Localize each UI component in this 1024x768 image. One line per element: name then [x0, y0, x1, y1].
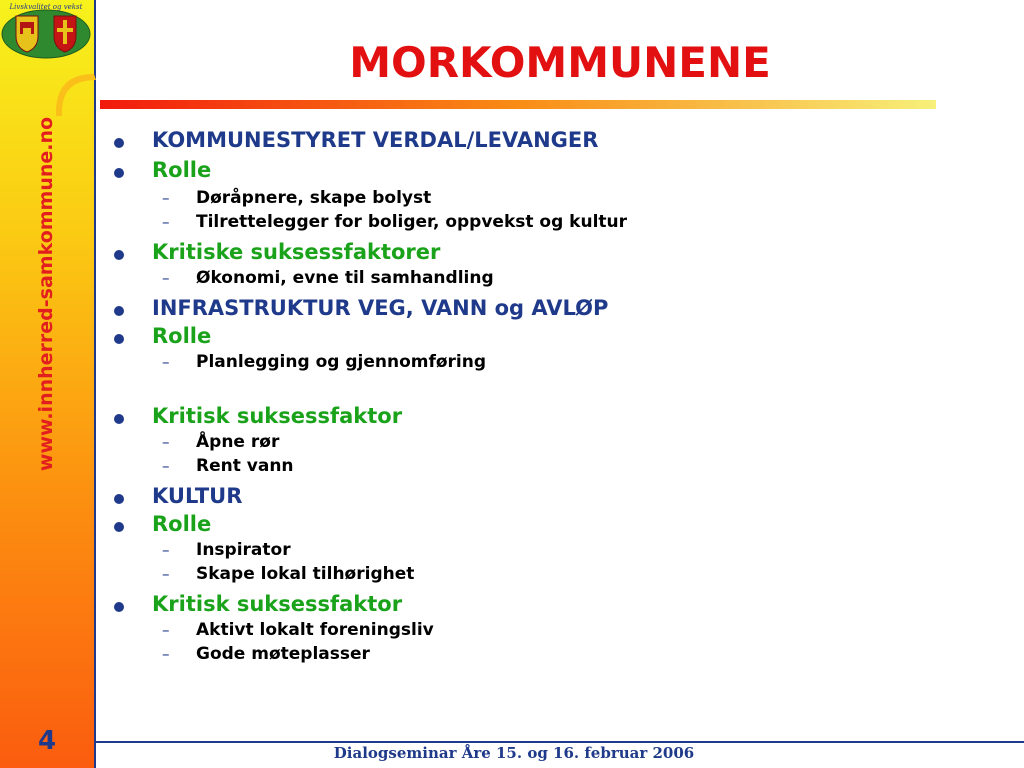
bullet-text: Rolle — [152, 512, 212, 536]
sub-bullet-text: Gode møteplasser — [196, 644, 370, 664]
dash-icon: – — [162, 269, 170, 287]
dash-icon: – — [162, 645, 170, 663]
sub-bullet-text: Døråpnere, skape bolyst — [196, 188, 432, 208]
slide-title: MORKOMMUNENE — [349, 38, 771, 87]
sub-bullet-text: Skape lokal tilhørighet — [196, 564, 415, 584]
dash-icon: – — [162, 621, 170, 639]
sub-bullet-text: Planlegging og gjennomføring — [196, 352, 487, 372]
bullet-text: Kritiske suksessfaktorer — [152, 240, 441, 264]
sub-bullet-text: Aktivt lokalt foreningsliv — [196, 620, 434, 640]
dash-icon: – — [162, 189, 170, 207]
dash-icon: – — [162, 213, 170, 231]
bullet-dot-icon — [114, 250, 124, 260]
page-number: 4 — [37, 726, 57, 756]
bullet-text: INFRASTRUKTUR VEG, VANN og AVLØP — [152, 296, 609, 320]
bullet-text: Rolle — [152, 324, 212, 348]
title-underline-decoration — [56, 72, 936, 116]
bullet-dot-icon — [114, 168, 124, 178]
dash-icon: – — [162, 541, 170, 559]
sub-bullet-text: Rent vann — [196, 456, 294, 476]
bullet-dot-icon — [114, 138, 124, 148]
dash-icon: – — [162, 457, 170, 475]
bullet-dot-icon — [114, 334, 124, 344]
bullet-text: Rolle — [152, 158, 212, 182]
bullet-text: KOMMUNESTYRET VERDAL/LEVANGER — [152, 128, 599, 152]
footer-divider — [94, 741, 1024, 743]
sub-bullet-text: Økonomi, evne til samhandling — [196, 268, 494, 288]
bullet-dot-icon — [114, 522, 124, 532]
bullet-text: KULTUR — [152, 484, 243, 508]
sub-bullet-text: Tilrettelegger for boliger, oppvekst og kultur — [196, 212, 628, 232]
bullet-text: Kritisk suksessfaktor — [152, 404, 403, 428]
website-url[interactable]: www.innherred-samkommune.no — [35, 116, 57, 472]
bullet-dot-icon — [114, 306, 124, 316]
sub-bullet-text: Åpne rør — [196, 432, 280, 452]
sub-bullet-text: Inspirator — [196, 540, 291, 560]
bullet-text: Kritisk suksessfaktor — [152, 592, 403, 616]
bullet-dot-icon — [114, 602, 124, 612]
footer-text: Dialogseminar Åre 15. og 16. februar 2006 — [333, 744, 695, 762]
dash-icon: – — [162, 433, 170, 451]
dash-icon: – — [162, 353, 170, 371]
dash-icon: – — [162, 565, 170, 583]
logo-motto: Livskvalitet og vekst — [9, 3, 83, 11]
municipality-logo — [0, 0, 92, 64]
bullet-dot-icon — [114, 414, 124, 424]
bullet-dot-icon — [114, 494, 124, 504]
